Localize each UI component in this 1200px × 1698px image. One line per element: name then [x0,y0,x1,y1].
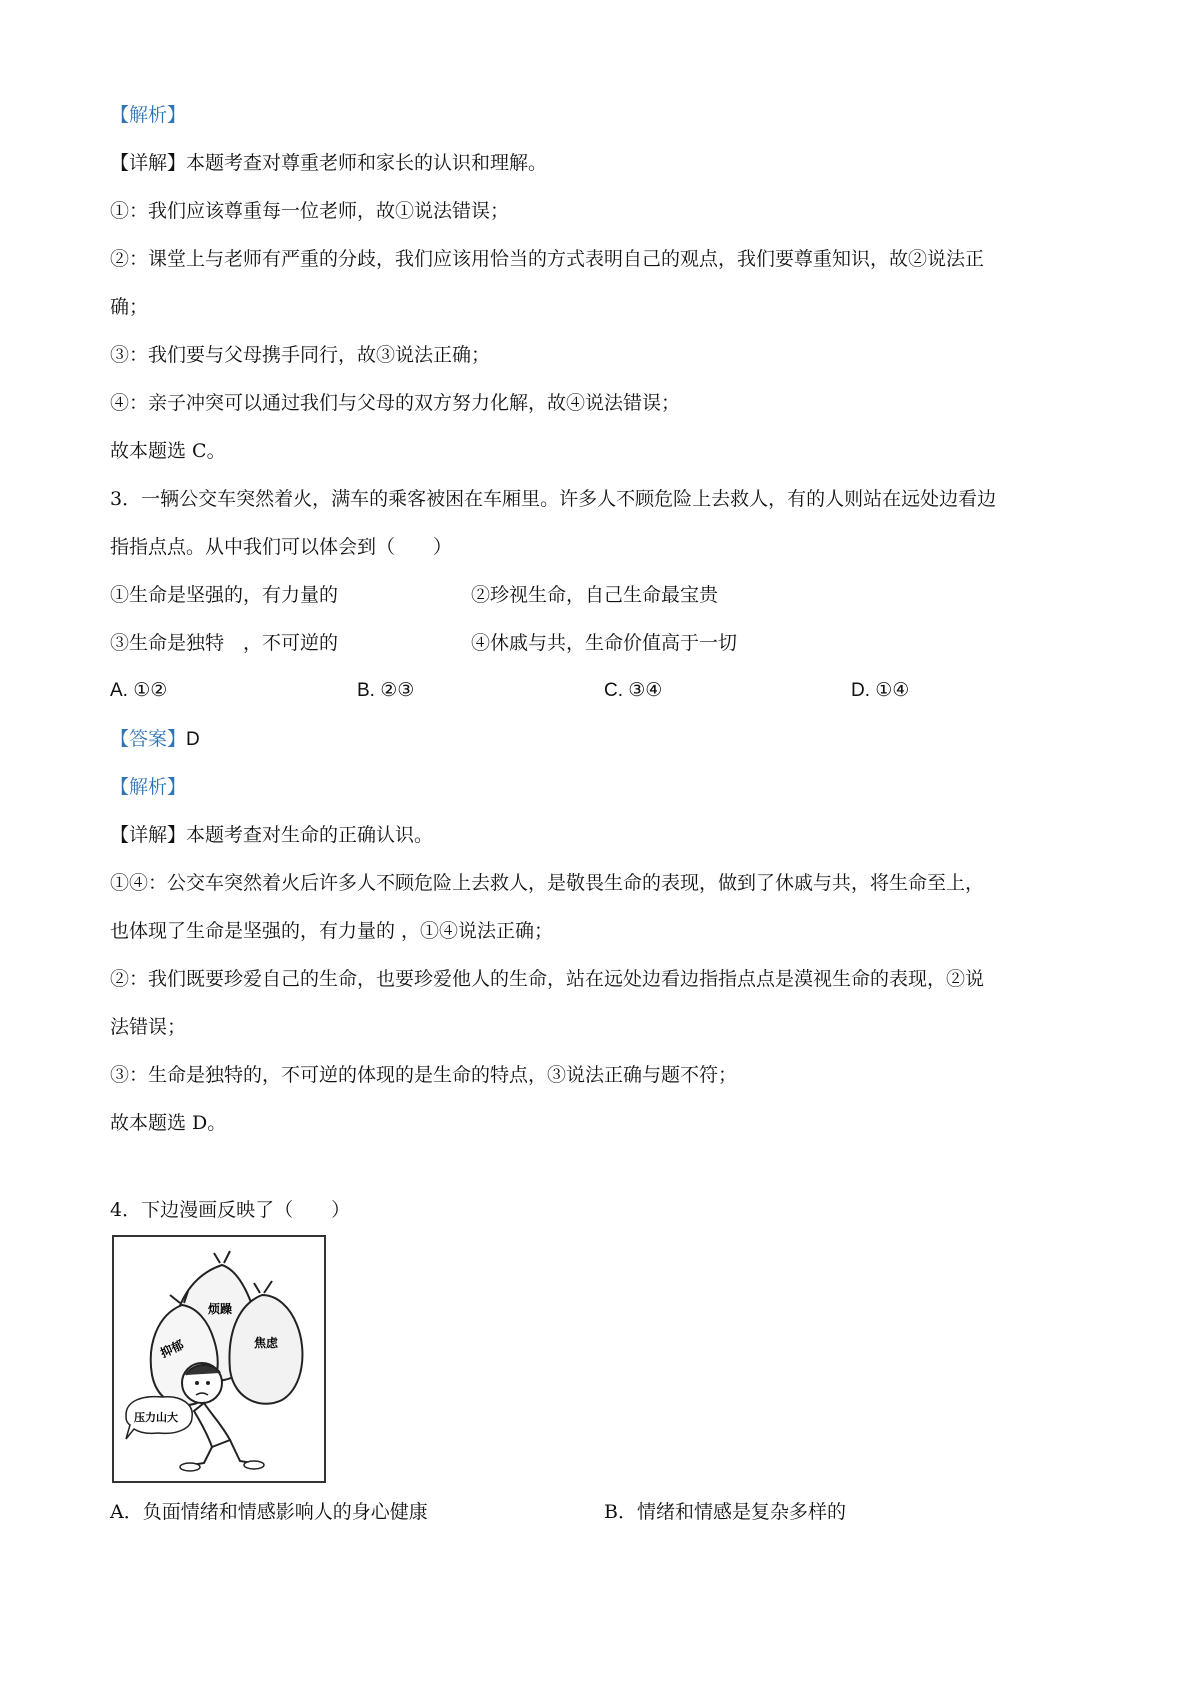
explanation-line: 确； [110,296,149,318]
answer-label: 【答案】 [110,728,187,750]
question-stem: 3．一辆公交车突然着火，满车的乘客被困在车厢里。许多人不顾危险上去救人，有的人则站在远处边看边 [110,488,997,510]
option-c: C. ③④ [604,680,663,701]
explanation-line: ②：我们既要珍爱自己的生命，也要珍爱他人的生命，站在远处边看边指指点点是漠视生命的表现，②说 [110,968,985,990]
option-a: A．负面情绪和情感影响人的身心健康 [110,1501,428,1523]
statement-3: ③生命是独特 ，不可逆的 [110,632,339,654]
option-b: B. ②③ [357,680,415,701]
answer-value: D [186,729,200,750]
sack-label: 焦虑 [254,1336,279,1350]
question-stem: 4．下边漫画反映了（ ） [110,1199,351,1221]
statement-4: ④休戚与共，生命价值高于一切 [471,632,738,654]
answer-line [110,727,200,752]
explanation-line: 也体现了生命是坚强的，有力量的 ，①④说法正确； [110,920,554,942]
option-d: D. ①④ [851,680,910,701]
explanation-line: ③：生命是独特的，不可逆的体现的是生命的特点，③说法正确与题不符； [110,1064,738,1086]
statement-1: ①生命是坚强的，有力量的 [110,584,339,606]
conclusion-line: 故本题选 D。 [110,1112,227,1134]
stress-cartoon-image [112,1235,326,1483]
explanation-line: ①：我们应该尊重每一位老师，故①说法错误； [110,200,510,222]
option-a: A. ①② [110,680,168,701]
statement-2: ②珍视生命，自己生命最宝贵 [471,584,719,606]
conclusion-line: 故本题选 C。 [110,440,226,462]
analysis-heading: 【解析】 [110,104,187,126]
detail-text: 【详解】本题考查对生命的正确认识。 [110,824,434,846]
question-stem: 指指点点。从中我们可以体会到（ ） [110,536,453,558]
explanation-line: ③：我们要与父母携手同行，故③说法正确； [110,344,491,366]
speech-text: 压力山大 [134,1411,178,1424]
explanation-line: ①④：公交车突然着火后许多人不顾危险上去救人，是敬畏生命的表现，做到了休戚与共，将生命至上， [110,872,985,894]
sack-label: 烦躁 [208,1302,233,1316]
detail-text: 【详解】本题考查对尊重老师和家长的认识和理解。 [110,152,548,174]
sack-label: 抑郁 [158,1337,186,1361]
explanation-line: ②：课堂上与老师有严重的分歧，我们应该用恰当的方式表明自己的观点，我们要尊重知识，故②说法正 [110,248,985,270]
explanation-line: 法错误； [110,1016,187,1038]
option-b: B．情绪和情感是复杂多样的 [604,1501,846,1523]
analysis-heading: 【解析】 [110,776,187,798]
explanation-line: ④：亲子冲突可以通过我们与父母的双方努力化解，故④说法错误； [110,392,681,414]
